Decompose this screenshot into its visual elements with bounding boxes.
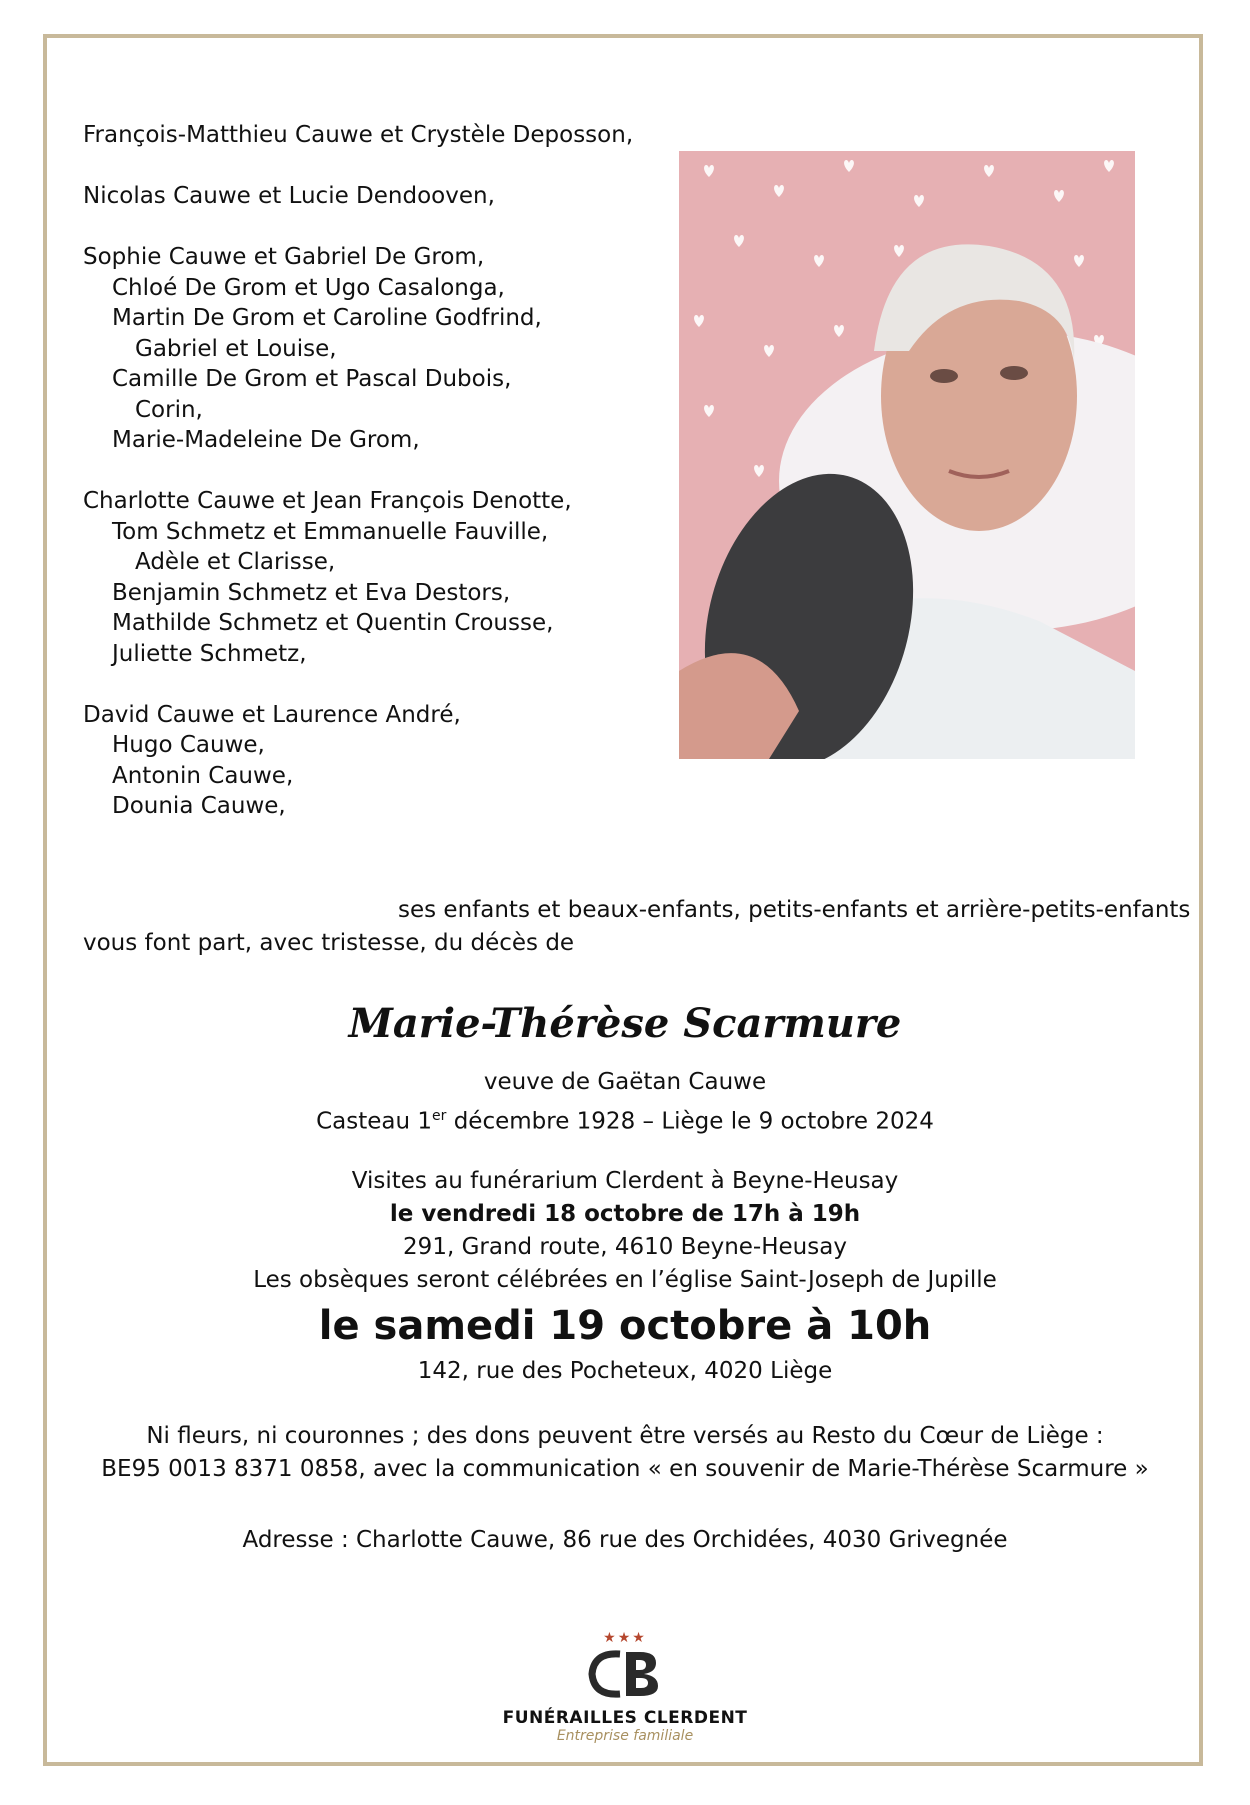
ordinal-suffix: er [432,1108,447,1124]
donations-line-1: Ni fleurs, ni couronnes ; des dons peuvent être versés au Resto du Cœur de Liège : [146,1423,1104,1449]
cb-monogram-icon [580,1646,670,1702]
widow-of: veuve de Gaëtan Cauwe [483,1069,767,1095]
announcement-intro [83,894,1191,960]
family-group [83,486,643,669]
family-group [83,242,643,456]
visits-location: Visites au funérarium Clerdent à Beyne-Heusay [351,1168,899,1194]
family-line: Gabriel et Louise, [135,335,337,362]
logo-tagline: Entreprise familiale [556,1728,694,1744]
family-line: Nicolas Cauwe et Lucie Dendooven, [83,183,495,209]
family-line: Dounia Cauwe, [112,793,286,819]
family-line: Charlotte Cauwe et Jean François Denotte, [83,488,572,514]
visits-block [60,1165,1190,1388]
birth-place: Casteau 1 [316,1108,433,1135]
portrait-photo [679,151,1135,759]
family-line: Adèle et Clarisse, [135,549,336,575]
life-dates [60,1099,1190,1139]
family-line: Camille De Grom et Pascal Dubois, [112,366,512,392]
family-line: François-Matthieu Cauwe et Crystèle Deposson, [83,122,634,148]
family-line: Mathilde Schmetz et Quentin Crousse, [112,610,554,636]
intro-line-2: vous font part, avec tristesse, du décès de [83,930,575,956]
family-group [83,700,643,822]
church-address: 142, rue des Pocheteux, 4020 Liège [417,1358,833,1384]
family-line: Tom Schmetz et Emmanuelle Fauville, [112,518,549,545]
deceased-details [60,1065,1190,1139]
family-group [83,181,643,212]
family-group [83,120,643,151]
clerdent-logo [500,1630,750,1744]
donations-block [60,1420,1190,1486]
family-list [83,120,643,852]
church-info: Les obsèques seront célébrées en l’église Saint-Joseph de Jupille [253,1267,997,1293]
family-line: Corin, [135,396,203,423]
family-line: Chloé De Grom et Ugo Casalonga, [112,274,505,301]
family-line: Marie-Madeleine De Grom, [112,427,420,453]
family-line: David Cauwe et Laurence André, [83,701,461,728]
family-line: Sophie Cauwe et Gabriel De Grom, [83,244,485,270]
family-line: Benjamin Schmetz et Eva Destors, [112,579,511,606]
family-line: Antonin Cauwe, [112,762,294,789]
intro-line-1: ses enfants et beaux-enfants, petits-enfants et arrière-petits-enfants [398,897,1191,923]
funerarium-address: 291, Grand route, 4610 Beyne-Heusay [403,1234,847,1260]
family-line: Martin De Grom et Caroline Godfrind, [112,305,542,331]
logo-brand: FUNÉRAILLES CLERDENT [502,1708,748,1728]
family-line: Juliette Schmetz, [112,640,307,667]
logo-stars: ★★★ [603,1630,647,1646]
donations-line-2: BE95 0013 8371 0858, avec la communication « en souvenir de Marie-Thérèse Scarmure » [101,1456,1149,1482]
ceremony-date: le samedi 19 octobre à 10h [318,1303,932,1349]
visits-date: le vendredi 18 octobre de 17h à 19h [389,1201,861,1227]
deceased-name: Marie-Thérèse Scarmure [348,1000,902,1047]
contact-address: Adresse : Charlotte Cauwe, 86 rue des Orchidées, 4030 Grivegnée [242,1527,1008,1553]
family-line: Hugo Cauwe, [112,732,265,758]
dates-text: décembre 1928 – Liège le 9 octobre 2024 [446,1108,934,1135]
